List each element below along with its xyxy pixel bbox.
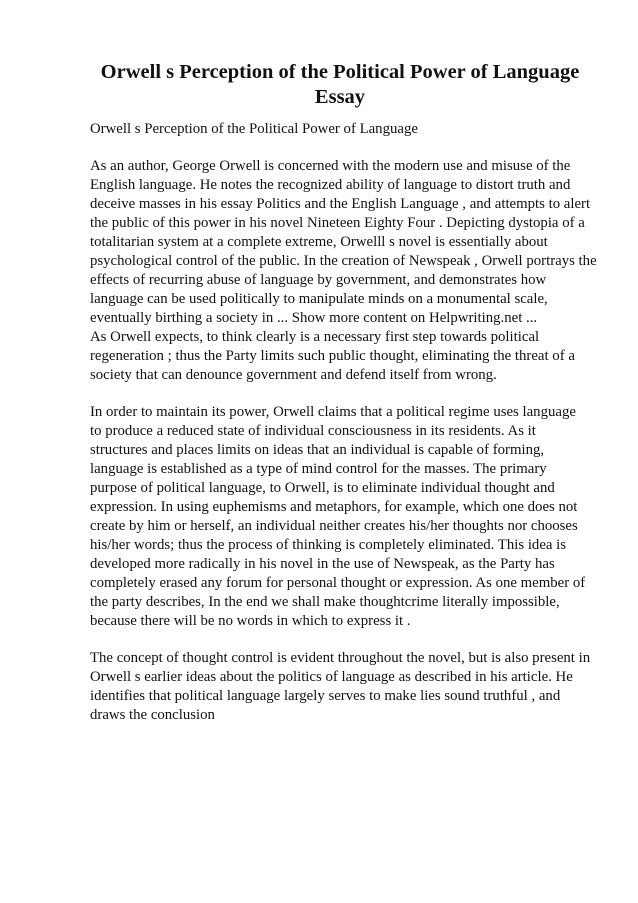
text-line: society that can denounce government and defend itself from wrong. (90, 367, 497, 383)
text-line: deceive masses in his essay Politics and the English Language , and attempts to alert (90, 196, 591, 212)
text-line: The concept of thought control is evident throughout the novel, but is also present in (90, 650, 591, 666)
text-line: developed more radically in his novel in the use of Newspeak, as the Party has (90, 556, 555, 572)
title-line: Orwell s Perception of the Political Power of Language (100, 61, 580, 83)
text-line: the party describes, In the end we shall make thoughtcrime literally impossible, (90, 594, 560, 610)
text-line: Orwell s earlier ideas about the politics of language as described in his article. He (90, 669, 573, 685)
paragraph-2 (90, 403, 638, 631)
text-line: expression. In using euphemisms and metaphors, for example, which one does not (90, 499, 578, 515)
text-line: because there will be no words in which to express it . (90, 613, 411, 629)
text-line: regeneration ; thus the Party limits such public thought, eliminating the threat of a (90, 348, 575, 364)
document-subtitle: Orwell s Perception of the Political Power of Language (90, 121, 418, 137)
text-line: In order to maintain its power, Orwell claims that a political regime uses language (90, 404, 576, 420)
document-title (90, 60, 590, 110)
text-line: English language. He notes the recognized ability of language to distort truth and (90, 177, 571, 193)
text-line: completely erased any forum for personal thought or expression. As one member of (90, 575, 586, 591)
text-line: effects of recurring abuse of language by government, and demonstrates how (90, 272, 547, 288)
text-line: structures and places limits on ideas that an individual is capable of forming, (90, 442, 545, 458)
title-line: Essay (314, 86, 366, 108)
text-line: his/her words; thus the process of thinking is completely eliminated. This idea is (90, 537, 567, 553)
paragraph-3 (90, 649, 638, 725)
text-line: identifies that political language largely serves to make lies sound truthful , and (90, 688, 561, 704)
text-line: to produce a reduced state of individual consciousness in its residents. As it (90, 423, 536, 439)
paragraph-1 (90, 157, 638, 385)
text-line: language can be used politically to manipulate minds on a monumental scale, (90, 291, 548, 307)
text-line: totalitarian system at a complete extreme, Orwelll s novel is essentially about (90, 234, 548, 250)
text-line: purpose of political language, to Orwell, is to eliminate individual thought and (90, 480, 555, 496)
text-line: draws the conclusion (90, 707, 215, 723)
text-line: eventually birthing a society in ... Show more content on Helpwriting.net ... (90, 310, 538, 326)
text-line: As an author, George Orwell is concerned with the modern use and misuse of the (90, 158, 571, 174)
text-line: create by him or herself, an individual neither creates his/her thoughts nor chooses (90, 518, 578, 534)
text-line: psychological control of the public. In the creation of Newspeak , Orwell portrays the (90, 253, 597, 269)
text-line: language is established as a type of mind control for the masses. The primary (90, 461, 547, 477)
text-line: As Orwell expects, to think clearly is a necessary first step towards political (90, 329, 540, 345)
text-line: the public of this power in his novel Nineteen Eighty Four . Depicting dystopia of a (90, 215, 585, 231)
